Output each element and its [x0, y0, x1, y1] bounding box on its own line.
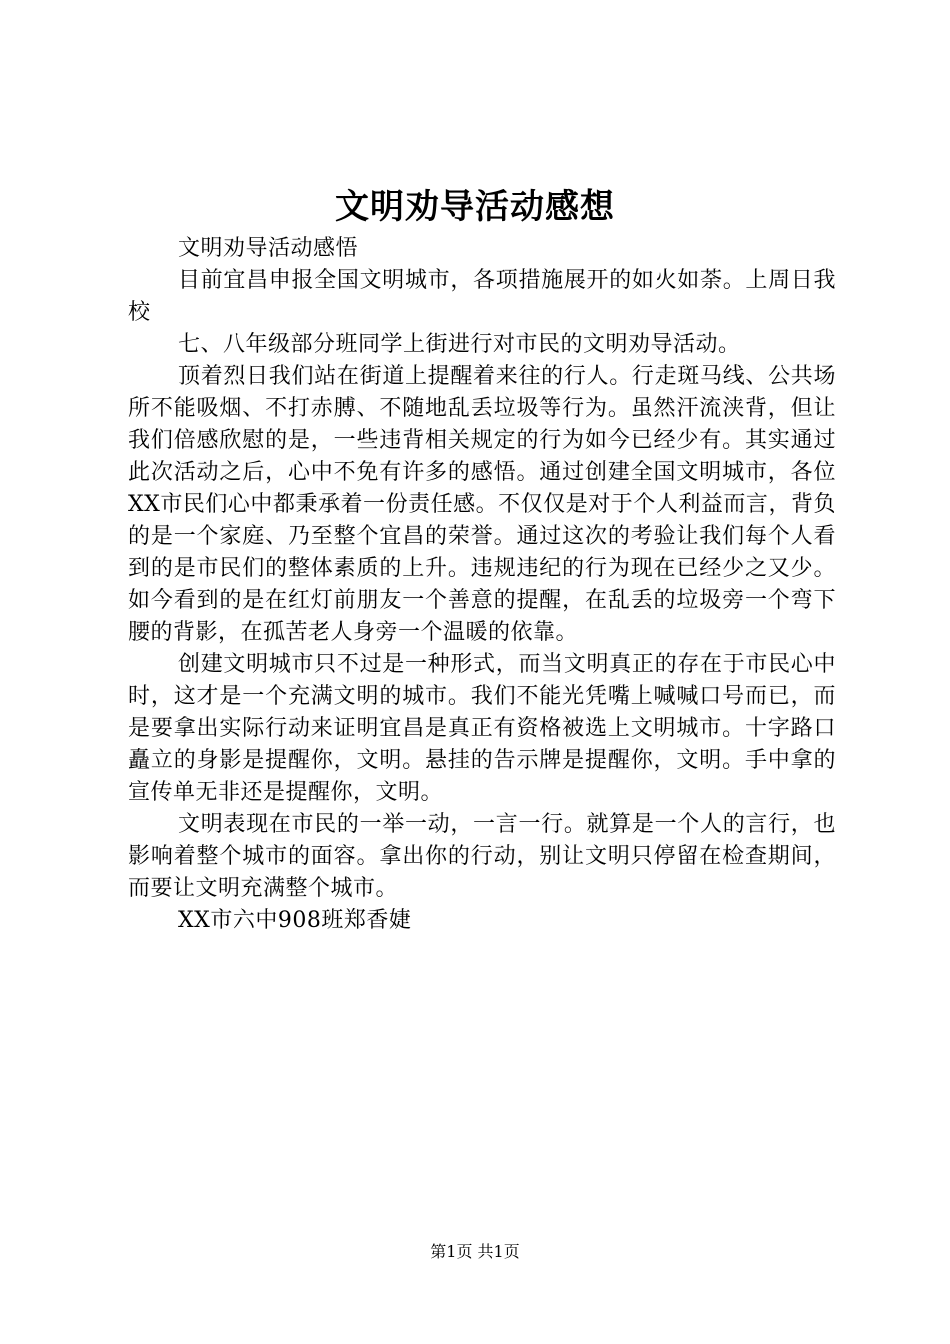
paragraph-subtitle: 文明劝导活动感悟 [178, 236, 359, 261]
document-body [128, 233, 836, 937]
paragraph: 创建文明城市只不过是一种形式，而当文明真正的存在于市民心中时，这才是一个充满文明的城市。我们不能光凭嘴上喊喊口号而已，而是要拿出实际行动来证明宜昌是真正有资格被选上文明城市。十字路口矗立的身影是提醒你，文明。悬挂的告示牌是提醒你，文明。手中拿的宣传单无非还是提醒你，文明。 [128, 652, 836, 805]
paragraph: 目前宜昌申报全国文明城市，各项措施展开的如火如荼。上周日我校 [128, 268, 836, 325]
paragraph: 顶着烈日我们站在街道上提醒着来往的行人。行走斑马线、公共场所不能吸烟、不打赤膊、不随地乱丢垃圾等行为。虽然汗流浃背，但让我们倍感欣慰的是，一些违背相关规定的行为如今已经少有。其实通过此次活动之后，心中不免有许多的感悟。通过创建全国文明城市，各位XX市民们心中都秉承着一份责任感。不仅仅是对于个人利益而言，背负的是一个家庭、乃至整个宜昌的荣誉。通过这次的考验让我们每个人看到的是市民们的整体素质的上升。违规违纪的行为现在已经少之又少。如今看到的是在红灯前朋友一个善意的提醒，在乱丢的垃圾旁一个弯下腰的背影，在孤苦老人身旁一个温暖的依靠。 [128, 364, 836, 645]
paragraph: 七、八年级部分班同学上街进行对市民的文明劝导活动。 [178, 332, 741, 357]
paragraph: 文明表现在市民的一举一动，一言一行。就算是一个人的言行，也影响着整个城市的面容。拿出你的行动，别让文明只停留在检查期间，而要让文明充满整个城市。 [128, 812, 836, 901]
document-title: 文明劝导活动感想 [335, 187, 615, 227]
author-signature: XX市六中908班郑香婕 [178, 908, 412, 933]
page-number-footer: 第1页 共1页 [430, 1242, 520, 1261]
